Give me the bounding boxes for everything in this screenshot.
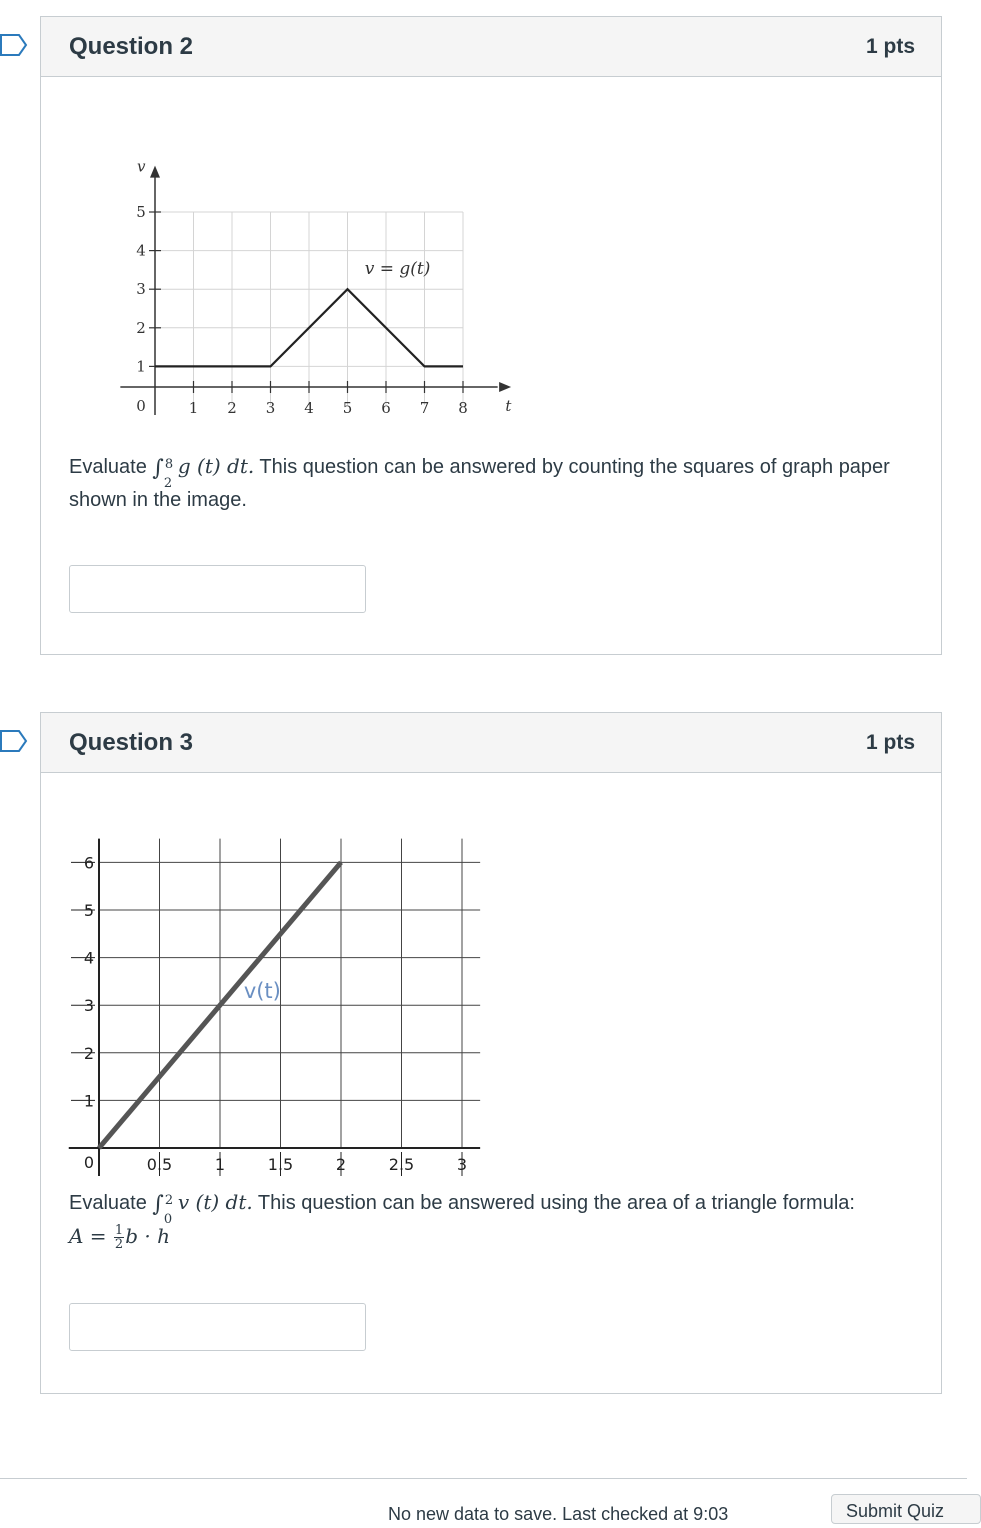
integral-expression: ∫ 8 2 g (t) dt. <box>152 454 254 478</box>
formula-fraction <box>114 1224 124 1251</box>
velocity-graph-v <box>61 823 491 1173</box>
integral-expression: ∫ 2 0 v (t) dt. <box>152 1190 252 1214</box>
question-title: Question 2 <box>69 32 194 60</box>
x-tick-label: 2 <box>335 1155 347 1174</box>
submit-quiz-button[interactable]: Submit Quiz <box>831 1494 981 1524</box>
integrand: g (t) dt. <box>177 454 255 478</box>
integrand: v (t) dt. <box>177 1190 253 1214</box>
integral-upper: 8 <box>164 456 174 472</box>
y-tick-label: 5 <box>136 203 146 221</box>
prompt-lead: Evaluate <box>69 1192 147 1214</box>
y-tick-label: 1 <box>83 1091 95 1111</box>
y-tick-label: 6 <box>83 853 95 873</box>
velocity-graph-g <box>71 137 512 427</box>
y-tick-label: 5 <box>83 901 95 920</box>
curve-annotation: v = g(t) <box>364 258 431 279</box>
x-tick-label: 5 <box>342 399 353 417</box>
y-tick-label: 3 <box>136 280 146 299</box>
question-title: Question 3 <box>69 728 194 756</box>
x-tick-label: 0.5 <box>146 1155 173 1174</box>
x-axis-label: t <box>505 397 512 415</box>
y-tick-label: 2 <box>83 1043 95 1063</box>
flag-question-icon[interactable] <box>0 34 28 56</box>
origin-label: 0 <box>136 397 146 415</box>
x-tick-label: 6 <box>381 399 391 417</box>
formula-rhs: b · h <box>125 1224 170 1248</box>
question-2-card <box>40 16 942 655</box>
x-tick-label: 8 <box>458 399 468 417</box>
formula-denominator: 2 <box>114 1237 124 1252</box>
y-axis-arrow <box>150 166 160 178</box>
question-3-card <box>40 712 942 1394</box>
footer-divider <box>0 1478 967 1479</box>
y-tick-label: 3 <box>83 996 95 1016</box>
formula-numerator: 1 <box>114 1223 124 1238</box>
triangle-area-formula <box>69 1223 170 1252</box>
y-tick-label: 4 <box>136 241 146 260</box>
prompt-lead: Evaluate <box>69 456 147 478</box>
y-axis-label: v <box>137 157 146 176</box>
x-tick-label: 7 <box>419 399 430 417</box>
origin-label: 0 <box>83 1153 95 1172</box>
x-tick-label: 3 <box>456 1155 468 1174</box>
question-header <box>41 17 941 77</box>
curve-annotation: v(t) <box>243 979 281 1004</box>
answer-input[interactable] <box>69 565 366 613</box>
x-tick-label: 2 <box>227 399 237 417</box>
prompt-text: This question can be answered using the area of a triangle formula: <box>252 1192 855 1214</box>
answer-input[interactable] <box>69 1303 366 1351</box>
flag-question-icon[interactable] <box>0 730 28 752</box>
autosave-status: No new data to save. Last checked at 9:03 <box>388 1504 729 1524</box>
x-tick-label: 1 <box>188 399 199 417</box>
integral-lower: 2 <box>163 475 173 491</box>
x-tick-label: 3 <box>265 399 276 417</box>
formula-lhs: A = <box>69 1224 107 1248</box>
integral-lower: 0 <box>163 1211 173 1227</box>
prompt-text: This question can be answered by counting the squares of graph paper shown in the image. <box>69 456 890 511</box>
y-tick-label: 1 <box>136 357 146 376</box>
question-points: 1 pts <box>865 730 915 754</box>
x-tick-label: 2.5 <box>388 1155 415 1174</box>
x-tick-label: 4 <box>304 399 314 417</box>
x-axis-arrow <box>499 382 511 392</box>
question-points: 1 pts <box>865 34 915 58</box>
y-tick-label: 4 <box>83 948 95 968</box>
x-tick-label: 1 <box>214 1155 226 1174</box>
question-prompt <box>69 450 911 517</box>
question-prompt <box>69 1186 911 1254</box>
question-header <box>41 713 941 773</box>
y-tick-label: 2 <box>136 318 146 337</box>
integral-upper: 2 <box>164 1192 174 1208</box>
x-tick-label: 1.5 <box>267 1155 294 1174</box>
